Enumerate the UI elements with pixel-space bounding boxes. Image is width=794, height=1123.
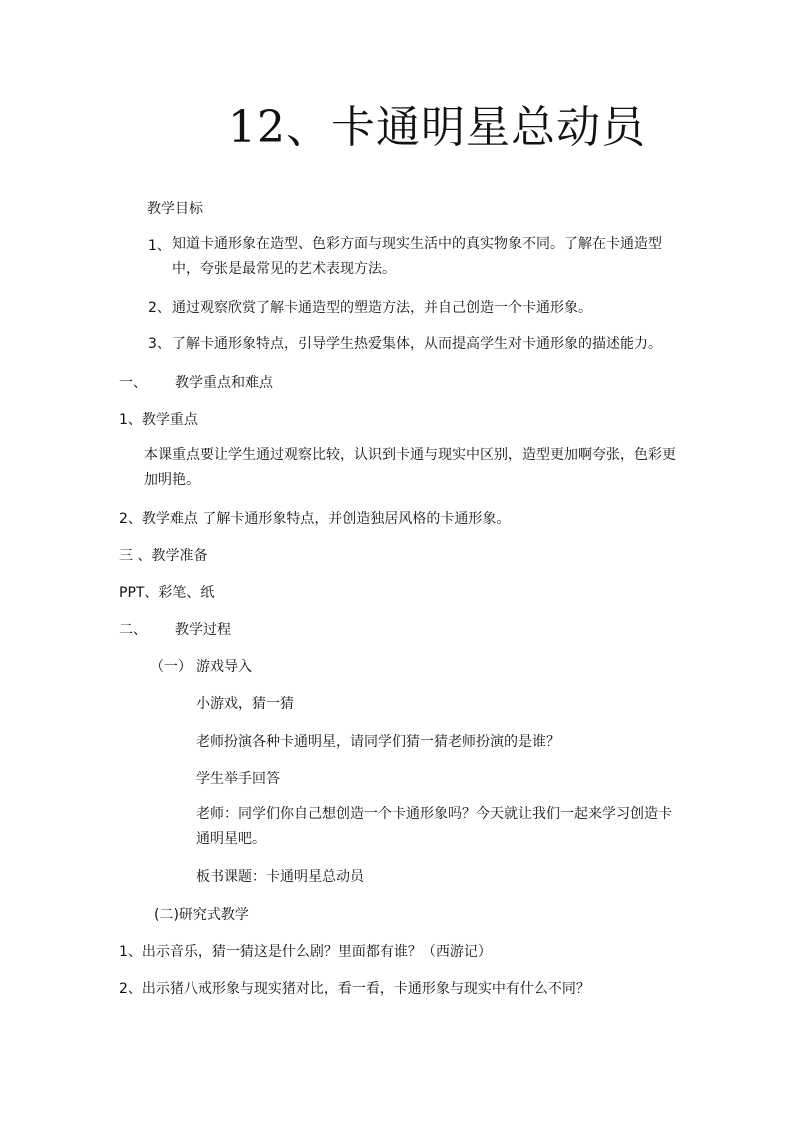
part-2-heading: (二)研究式教学 — [154, 907, 249, 923]
game-line-2: 老师扮演各种卡通明星，请同学们猜一猜老师扮演的是谁？ — [196, 734, 560, 750]
section-2-number: 二、 — [119, 622, 147, 638]
section-1-label: 教学重点和难点 — [175, 375, 273, 391]
section-1-number: 一、 — [119, 375, 147, 391]
teacher-line: 老师：同学们你自己想创造一个卡通形象吗？今天就让我们一起来学习创造卡通明星吧。 — [196, 806, 672, 847]
game-line-1: 小游戏，猜一猜 — [196, 696, 294, 712]
objective-2-number: 2、 — [148, 300, 171, 316]
objective-3-number: 3、 — [148, 336, 171, 352]
difficulty-line: 2、教学难点 了解卡通形象特点，并创造独居风格的卡通形象。 — [119, 511, 511, 527]
section-2-label: 教学过程 — [175, 622, 231, 638]
board-title-line: 板书课题：卡通明星总动员 — [196, 869, 364, 885]
key-point-text: 本课重点要让学生通过观察比较，认识到卡通与现实中区别，造型更加啊夸张，色彩更加明艳。 — [144, 447, 676, 488]
step-1-line: 1、出示音乐，猜一猜这是什么剧？里面都有谁？（西游记） — [119, 944, 492, 960]
part-1-number: （一） — [150, 659, 192, 675]
game-line-3: 学生举手回答 — [196, 771, 280, 787]
objectives-heading: 教学目标 — [147, 201, 203, 217]
key-point-heading: 1、教学重点 — [119, 412, 198, 428]
step-2-line: 2、出示猪八戒形象与现实猪对比，看一看，卡通形象与现实中有什么不同？ — [119, 981, 590, 997]
materials-line: PPT、彩笔、纸 — [119, 585, 215, 601]
objective-2-text: 通过观察欣赏了解卡通造型的塑造方法，并自己创造一个卡通形象。 — [172, 300, 592, 316]
document-title: 12、卡通明星总动员 — [228, 102, 646, 153]
objective-3-text: 了解卡通形象特点，引导学生热爱集体，从而提高学生对卡通形象的描述能力。 — [172, 336, 662, 352]
part-1-label: 游戏导入 — [196, 659, 252, 675]
section-3-heading: 三 、教学准备 — [119, 548, 208, 564]
objective-1-number: 1、 — [148, 238, 171, 254]
objective-1-text: 知道卡通形象在造型、色彩方面与现实生活中的真实物象不同。了解在卡通造型中，夸张是最常见的艺术表现方法。 — [172, 236, 662, 277]
